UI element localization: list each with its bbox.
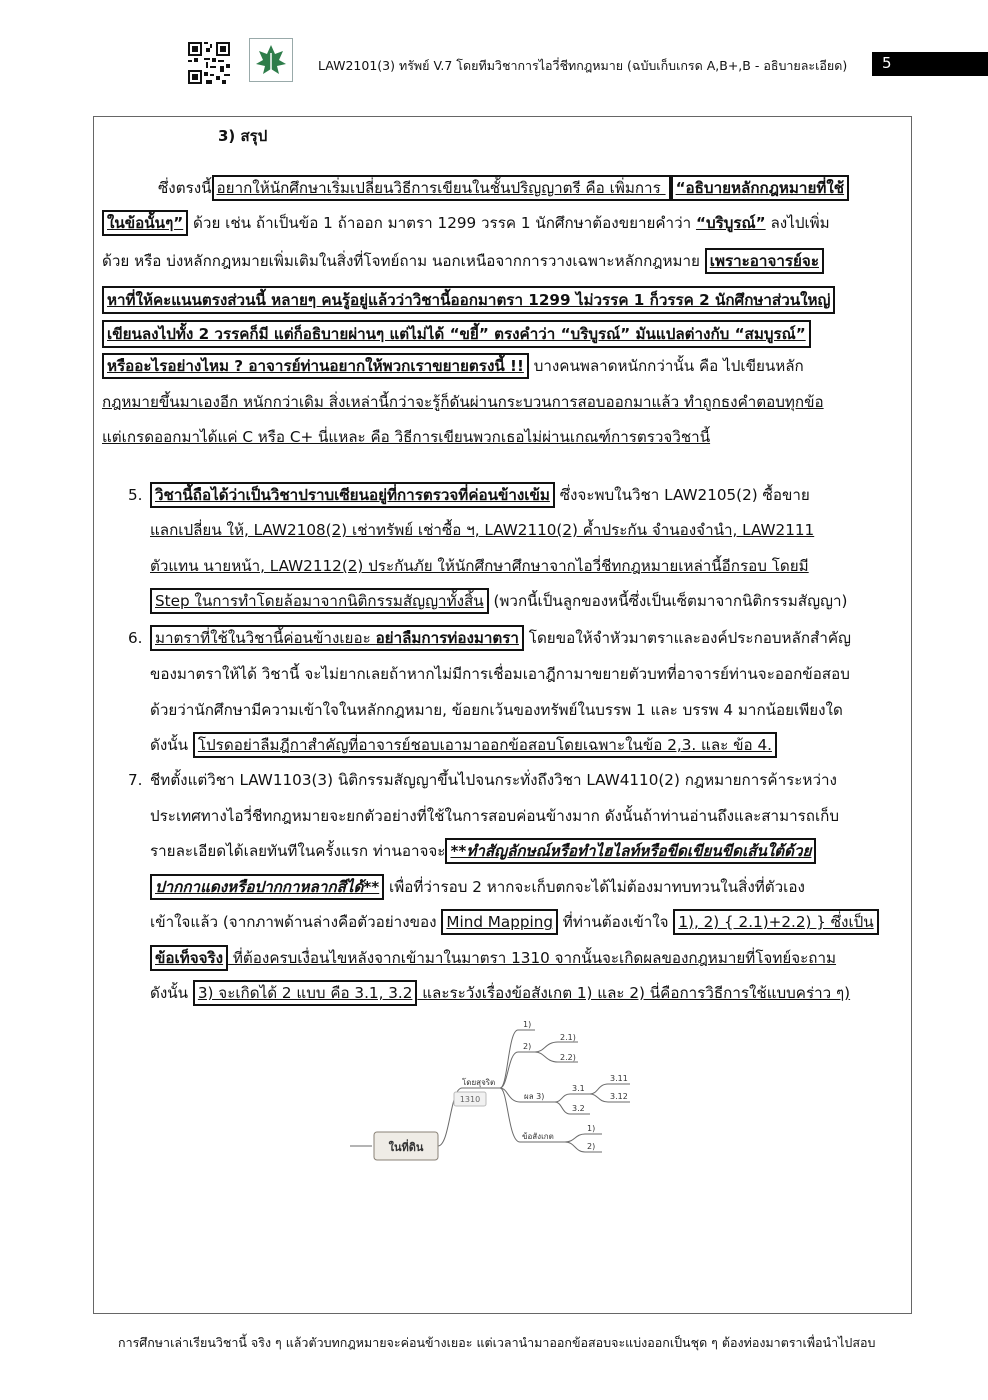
- item5-l4b: (พวกนี้เป็นลูกของหนี้ซึ่งเป็นเซ็ตมาจากนิติกรรมสัญญา): [488, 592, 848, 610]
- mind-map-diagram: [350, 1010, 650, 1170]
- para1-l3b: เพราะอาจารย์จะ: [705, 248, 824, 274]
- mm-obs1: 1): [587, 1124, 596, 1133]
- para1-l2c: “บริบูรณ์”: [695, 214, 766, 232]
- mm-n21: 2.1): [560, 1033, 576, 1042]
- para1-l6a: หรืออะไรอย่างไหม ? อาจารย์ท่านอยากให้พวกเราขยายตรงนี้ !!: [102, 353, 529, 379]
- paragraph-summary: [102, 178, 902, 458]
- header-title: LAW2101(3) ทรัพย์ V.7 โดยทีมวิชาการไอวี่ชีทกฎหมาย (ฉบับเก็บเกรด A,B+,B - อธิบายละเอียด): [318, 58, 848, 73]
- item7-l6a: ข้อเท็จจริง: [150, 945, 228, 971]
- para1-l3a: ด้วย หรือ บ่งหลักกฎหมายเพิ่มเติมในสิ่งที่โจทย์ถาม นอกเหนือจากการวางเฉพาะหลักกฎหมาย: [102, 252, 705, 270]
- mm-edge-obs1: [565, 1134, 602, 1142]
- item6-l4b: โปรดอย่าลืมฎีกาสำคัญที่อาจารย์ชอบเอามาออกข้อสอบโดยเฉพาะในข้อ 2,3. และ ข้อ 4.: [193, 732, 777, 758]
- item7-l4a: ปากกาแดงหรือปากกาหลากสีได้**: [150, 874, 384, 900]
- mm-edge-n31: [555, 1094, 590, 1102]
- para1-line4: หาที่ให้คะแนนตรงส่วนนี้ หลายๆ คนรู้อยู่แล้วว่าวิชานี้ออกมาตรา 1299 ไม่วรรค 1 ก็วรรค 2 นักศึกษาส่วนใหญ่: [102, 286, 835, 314]
- mm-edge-n2: [500, 1052, 535, 1088]
- item7-line3: [150, 841, 816, 861]
- item5-line4: [150, 591, 847, 611]
- item7-line7: [150, 983, 850, 1003]
- item7-l7b: 3) จะเกิดได้ 2 แบบ คือ 3.1, 3.2: [193, 980, 418, 1006]
- item6-l1c: โดยขอให้จำหัวมาตราและองค์ประกอบหลักสำคัญ: [523, 629, 851, 647]
- para1-line1: [158, 178, 849, 198]
- mm-n32: 3.2: [572, 1104, 585, 1113]
- item5-line2: แลกเปลี่ยน ให้, LAW2108(2) เช่าทรัพย์ เช่าซื้อ ฯ, LAW2110(2) ค้ำประกัน จำนองจำนำ, LAW2111: [150, 521, 815, 539]
- qr-code-icon: [188, 42, 230, 84]
- item7-line6: [150, 948, 836, 968]
- mm-n312: 3.12: [610, 1092, 628, 1101]
- item5-l1a: วิชานี้ถือได้ว่าเป็นวิชาปราบเซียนอยู่ที่การตรวจที่ค่อนข้างเข้ม: [150, 482, 555, 508]
- section-heading: 3) สรุป: [218, 127, 268, 145]
- mm-n3: ผล 3): [524, 1092, 545, 1101]
- item7-l5a: เข้าใจแล้ว (จากภาพด้านล่างคือตัวอย่างของ: [150, 913, 442, 931]
- item6-line3: ด้วยว่านักศึกษามีความเข้าใจในหลักกฎหมาย, ข้อยกเว้นของทรัพย์ในบรรพ 1 และ บรรพ 4 มากน้อยเพียงใด: [150, 701, 843, 719]
- item7-line2: ประเทศทางไอวี่ชีทกฎหมายจะยกตัวอย่างที่ใช้ในการสอบค่อนข้างมาก ดังนั้นถ้าท่านอ่านถึงและสามารถเก็บ: [150, 807, 840, 825]
- list-item-5: [150, 485, 910, 625]
- item7-line5: [150, 912, 879, 932]
- item5-number: 5.: [128, 486, 143, 504]
- item7-l7c: และระวังเรื่องข้อสังเกต 1) และ 2) นี่คือการวิธีการใช้แบบคร่าว ๆ): [417, 984, 851, 1002]
- para1-line5: เขียนลงไปทั้ง 2 วรรคก็มี แต่ก็อธิบายผ่านๆ แต่ไม่ได้ “ขยี้” ตรงคำว่า “บริบูรณ์” มันแปลต่างกับ “สมบูรณ์”: [102, 320, 811, 348]
- mm-edge-n21: [535, 1042, 578, 1052]
- leaf-icon: [250, 39, 292, 81]
- mm-branch-code: 1310: [459, 1095, 481, 1104]
- item5-l4a: Step ในการทำโดยล้อมาจากนิติกรรมสัญญาทั้งสิ้น: [150, 588, 489, 614]
- item7-line1: ชีทตั้งแต่วิชา LAW1103(3) นิติกรรมสัญญาขึ้นไปจนกระทั่งถึงวิชา LAW4110(2) กฎหมายการค้าระหว่าง: [150, 771, 837, 789]
- para1-l1a: ซึ่งตรงนี้: [158, 179, 212, 197]
- mm-root: ในที่ดิน: [388, 1141, 424, 1154]
- list-item-7: [150, 770, 910, 1010]
- item7-l5b: Mind Mapping: [441, 909, 558, 935]
- para1-line6: [102, 356, 804, 376]
- list-item-6: [150, 628, 910, 768]
- mm-n2: 2): [523, 1042, 532, 1051]
- ivy-leaf-logo: [249, 38, 293, 82]
- para1-line3: [102, 251, 824, 271]
- item5-l1b: ซึ่งจะพบในวิชา LAW2105(2) ซื้อขาย: [554, 486, 810, 504]
- item7-l3a: รายละเอียดได้เลยทันทีในครั้งแรก ท่านอาจจะ: [150, 842, 446, 860]
- item6-line4: [150, 735, 777, 755]
- item6-l1b: อย่าลืมการท่องมาตรา: [375, 629, 519, 647]
- mm-n31: 3.1: [572, 1084, 585, 1093]
- item7-number: 7.: [128, 771, 143, 789]
- item5-line3: ตัวแทน นายหน้า, LAW2112(2) ประกันภัย ให้นักศึกษาศึกษาจากไอวี่ชีทกฎหมายเหล่านี้อีกรอบ โดยมี: [150, 557, 809, 575]
- para1-l1c: “อธิบายหลักกฎหมายที่ใช้: [671, 175, 850, 201]
- mm-branch: โดยสุจริต: [462, 1078, 496, 1087]
- item7-l5c: ที่ท่านต้องเข้าใจ: [557, 913, 674, 931]
- item6-line2: ของมาตราให้ได้ วิชานี้ จะไม่ยากเลยถ้าหากไม่มีการเชื่อมเอาฎีกามาขยายตัวบทที่อาจารย์ท่านจะออกข้อสอบ: [150, 665, 850, 683]
- item6-l4a: ดังนั้น: [150, 736, 193, 754]
- para1-line2: [102, 213, 830, 233]
- para1-line7: กฎหมายขึ้นมาเองอีก หนักกว่าเดิม สิ่งเหล่านี้กว่าจะรู้ก็ดันผ่านกระบวนการสอบออกมาแล้ว ทำถูกธงคำตอบทุกข้อ: [102, 393, 824, 411]
- item6-number: 6.: [128, 629, 143, 647]
- mm-n311: 3.11: [610, 1074, 628, 1083]
- para1-l2d: ลงไปเพิ่ม: [765, 214, 830, 232]
- page-footer: การศึกษาเล่าเรียนวิชานี้ จริง ๆ แล้วตัวบทกฎหมายจะค่อนข้างเยอะ แต่เวลานำมาออกข้อสอบจะแบ่งออกเป็นชุด ๆ ต้องท่องมาตราเพื่อนำไปสอบ: [118, 1335, 876, 1350]
- item6-line1: [150, 628, 851, 648]
- para1-l2b: ด้วย เช่น ถ้าเป็นข้อ 1 ถ้าออก มาตรา 1299 วรรค 1 นักศึกษาต้องขยายคำว่า: [188, 214, 696, 232]
- item7-l6b: ที่ต้องครบเงื่อนไขหลังจากเข้ามาในมาตรา 1310 จากนั้นจะเกิดผลของกฎหมายที่โจทย์จะถาม: [228, 949, 837, 967]
- mm-n22: 2.2): [560, 1053, 576, 1062]
- mm-edge-obs2: [565, 1142, 602, 1152]
- para1-l2a: ในข้อนั้นๆ”: [102, 210, 188, 236]
- para1-l1b: อยากให้นักศึกษาเริ่มเปลี่ยนวิธีการเขียนในชั้นปริญญาตรี คือ เพิ่มการ: [212, 175, 671, 201]
- item5-line1: [150, 485, 810, 505]
- para1-line8: แต่เกรดออกมาได้แค่ C หรือ C+ นี่แหละ คือ วิธีการเขียนพวกเธอไม่ผ่านเกณฑ์การตรวจวิชานี้: [102, 428, 711, 446]
- mm-n1: 1): [523, 1020, 532, 1029]
- mm-obs2: 2): [587, 1142, 596, 1151]
- item7-l3b: **ทำสัญลักษณ์หรือทำไฮไลท์หรือขีดเขียนขีดเส้นใต้ด้วย: [445, 838, 816, 864]
- item7-l5d: 1), 2) { 2.1)+2.2) } ซึ่งเป็น: [673, 909, 878, 935]
- item7-l7a: ดังนั้น: [150, 984, 193, 1002]
- mm-obs: ข้อสังเกต: [522, 1132, 554, 1141]
- item7-line4: [150, 877, 805, 897]
- item7-l4b: เพื่อที่ว่ารอบ 2 หากจะเก็บตกจะได้ไม่ต้องมาทบทวนในสิ่งที่ตัวเอง: [384, 878, 805, 896]
- item6-l1a: มาตราที่ใช้ในวิชานี้ค่อนข้างเยอะ: [155, 629, 376, 647]
- para1-l6b: บางคนพลาดหนักกว่านั้น คือ ไปเขียนหลัก: [528, 357, 804, 375]
- page-number-box: [872, 52, 988, 76]
- page-number: 5: [882, 54, 892, 72]
